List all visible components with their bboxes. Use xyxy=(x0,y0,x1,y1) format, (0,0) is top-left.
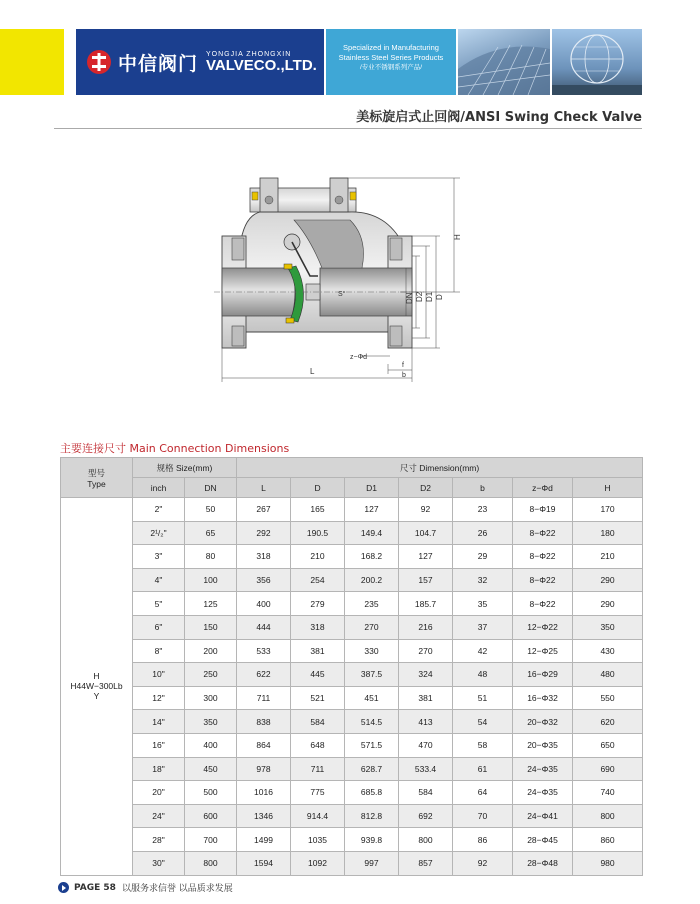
section-heading: 主要连接尺寸 Main Connection Dimensions xyxy=(60,442,290,455)
table-cell: 740 xyxy=(573,781,643,805)
table-cell: 400 xyxy=(237,592,291,616)
table-cell: 400 xyxy=(185,733,237,757)
table-cell: 978 xyxy=(237,757,291,781)
table-cell: 185.7 xyxy=(399,592,453,616)
table-cell: 8" xyxy=(133,639,185,663)
column-header: inch xyxy=(133,478,185,498)
table-row xyxy=(61,545,643,569)
table-cell: 235 xyxy=(345,592,399,616)
table-row xyxy=(61,804,643,828)
table-cell: 387.5 xyxy=(345,663,399,687)
table-cell: 775 xyxy=(291,781,345,805)
table-row xyxy=(61,733,643,757)
table-cell: 350 xyxy=(185,710,237,734)
table-cell: 444 xyxy=(237,615,291,639)
table-cell: 292 xyxy=(237,521,291,545)
dimensions-table xyxy=(60,457,643,876)
column-header: H xyxy=(573,478,643,498)
drawing-label-b: b xyxy=(402,372,406,379)
table-cell: 838 xyxy=(237,710,291,734)
type-value: H xyxy=(93,671,100,682)
table-cell: 190.5 xyxy=(291,521,345,545)
table-cell: 622 xyxy=(237,663,291,687)
table-cell: 356 xyxy=(237,568,291,592)
table-cell: 1092 xyxy=(291,851,345,875)
table-cell: 451 xyxy=(345,686,399,710)
table-cell: 24−Φ35 xyxy=(513,757,573,781)
table-cell: 600 xyxy=(185,804,237,828)
column-header: D2 xyxy=(399,478,453,498)
table-cell: 35 xyxy=(453,592,513,616)
table-cell: 3" xyxy=(133,545,185,569)
table-cell: 914.4 xyxy=(291,804,345,828)
table-cell: 70 xyxy=(453,804,513,828)
table-cell: 470 xyxy=(399,733,453,757)
logo-english-name xyxy=(206,51,317,73)
table-cell: 20−Φ32 xyxy=(513,710,573,734)
table-cell: 28" xyxy=(133,828,185,852)
page-title: 美标旋启式止回阀/ANSI Swing Check Valve xyxy=(356,110,642,125)
table-cell: 30" xyxy=(133,851,185,875)
table-cell: 2" xyxy=(133,498,185,522)
table-cell: 800 xyxy=(399,828,453,852)
table-cell: 168.2 xyxy=(345,545,399,569)
building-photo xyxy=(458,29,550,95)
table-cell: 210 xyxy=(291,545,345,569)
table-row xyxy=(61,710,643,734)
drawing-label-s: S° xyxy=(338,291,346,298)
table-cell: 16−Φ32 xyxy=(513,686,573,710)
size-header: 规格 Size(mm) xyxy=(133,458,237,478)
table-cell: 127 xyxy=(399,545,453,569)
table-cell: 61 xyxy=(453,757,513,781)
table-row xyxy=(61,663,643,687)
table-row xyxy=(61,828,643,852)
table-cell: 620 xyxy=(573,710,643,734)
play-arrow-icon xyxy=(58,882,69,893)
table-row xyxy=(61,686,643,710)
company-logo xyxy=(76,29,324,95)
table-cell: 533 xyxy=(237,639,291,663)
table-cell: 812.8 xyxy=(345,804,399,828)
table-cell: 200.2 xyxy=(345,568,399,592)
page-footer xyxy=(58,881,233,894)
table-cell: 711 xyxy=(291,757,345,781)
table-cell: 290 xyxy=(573,568,643,592)
footer-slogan: 以服务求信誉 以品质求发展 xyxy=(121,884,233,894)
table-cell: 100 xyxy=(185,568,237,592)
table-cell: 16−Φ29 xyxy=(513,663,573,687)
logo-english-bottom: VALVECO.,LTD. xyxy=(206,57,317,74)
yellow-tab xyxy=(0,29,64,95)
table-cell: 58 xyxy=(453,733,513,757)
table-cell: 8−Φ22 xyxy=(513,592,573,616)
table-row xyxy=(61,781,643,805)
drawing-label-zd: z−Φd xyxy=(350,354,368,361)
table-cell: 550 xyxy=(573,686,643,710)
column-header: z−Φd xyxy=(513,478,573,498)
table-cell: 86 xyxy=(453,828,513,852)
table-cell: 32 xyxy=(453,568,513,592)
table-cell: 711 xyxy=(237,686,291,710)
column-header: D xyxy=(291,478,345,498)
table-cell: 29 xyxy=(453,545,513,569)
table-cell: 10" xyxy=(133,663,185,687)
column-header: D1 xyxy=(345,478,399,498)
table-cell: 857 xyxy=(399,851,453,875)
table-cell: 997 xyxy=(345,851,399,875)
table-cell: 170 xyxy=(573,498,643,522)
swing-check-valve-drawing xyxy=(210,168,480,390)
table-cell: 628.7 xyxy=(345,757,399,781)
logo-chinese-name: 中信阀门 xyxy=(118,52,199,75)
globe-sculpture-photo xyxy=(552,29,642,95)
table-cell: 157 xyxy=(399,568,453,592)
column-header: DN xyxy=(185,478,237,498)
table-cell: 24−Φ35 xyxy=(513,781,573,805)
type-value: H44W−300Lb xyxy=(70,681,123,692)
table-cell: 104.7 xyxy=(399,521,453,545)
table-cell: 24" xyxy=(133,804,185,828)
table-cell: 318 xyxy=(237,545,291,569)
banner-line-1: Specialized in Manufacturing xyxy=(343,43,439,52)
banner-line-3: /专业不锈钢系列产品/ xyxy=(359,64,423,71)
type-cell xyxy=(61,498,133,876)
drawing-label-l: L xyxy=(310,367,315,376)
table-cell: 165 xyxy=(291,498,345,522)
table-cell: 26 xyxy=(453,521,513,545)
table-cell: 650 xyxy=(573,733,643,757)
title-divider xyxy=(54,128,642,129)
table-cell: 324 xyxy=(399,663,453,687)
table-cell: 254 xyxy=(291,568,345,592)
table-cell: 700 xyxy=(185,828,237,852)
table-cell: 37 xyxy=(453,615,513,639)
table-cell: 92 xyxy=(453,851,513,875)
valve-logo-icon xyxy=(86,49,112,75)
table-cell: 125 xyxy=(185,592,237,616)
table-cell: 18" xyxy=(133,757,185,781)
table-cell: 445 xyxy=(291,663,345,687)
table-row xyxy=(61,757,643,781)
globe-photo-art xyxy=(552,29,642,95)
table-cell: 430 xyxy=(573,639,643,663)
table-cell: 127 xyxy=(345,498,399,522)
column-header: b xyxy=(453,478,513,498)
table-cell: 12" xyxy=(133,686,185,710)
table-cell: 318 xyxy=(291,615,345,639)
table-cell: 92 xyxy=(399,498,453,522)
table-cell: 350 xyxy=(573,615,643,639)
table-cell: 521 xyxy=(291,686,345,710)
page-number: PAGE 58 xyxy=(74,882,116,893)
table-cell: 6" xyxy=(133,615,185,639)
table-cell: 500 xyxy=(185,781,237,805)
table-cell: 150 xyxy=(185,615,237,639)
table-row xyxy=(61,521,643,545)
dimension-header: 尺寸 Dimension(mm) xyxy=(237,458,643,478)
table-cell: 24−Φ41 xyxy=(513,804,573,828)
building-photo-art xyxy=(458,29,550,95)
table-cell: 8−Φ22 xyxy=(513,568,573,592)
table-cell: 149.4 xyxy=(345,521,399,545)
table-cell: 480 xyxy=(573,663,643,687)
table-cell: 64 xyxy=(453,781,513,805)
table-cell: 23 xyxy=(453,498,513,522)
table-cell: 5" xyxy=(133,592,185,616)
logo-english-top: YONGJIA ZHONGXIN xyxy=(206,51,292,58)
table-row xyxy=(61,498,643,522)
table-cell: 330 xyxy=(345,639,399,663)
table-cell: 20−Φ35 xyxy=(513,733,573,757)
table-row xyxy=(61,615,643,639)
table-cell: 800 xyxy=(573,804,643,828)
table-cell: 8−Φ19 xyxy=(513,498,573,522)
table-cell: 584 xyxy=(291,710,345,734)
table-cell: 20" xyxy=(133,781,185,805)
drawing-label-h: H xyxy=(453,234,462,240)
table-cell: 4" xyxy=(133,568,185,592)
table-cell: 692 xyxy=(399,804,453,828)
table-cell: 800 xyxy=(185,851,237,875)
table-cell: 514.5 xyxy=(345,710,399,734)
table-cell: 270 xyxy=(345,615,399,639)
table-cell: 180 xyxy=(573,521,643,545)
table-cell: 250 xyxy=(185,663,237,687)
table-cell: 8−Φ22 xyxy=(513,545,573,569)
table-cell: 1499 xyxy=(237,828,291,852)
drawing-label-f: f xyxy=(402,362,404,369)
banner-line-2: Stainless Steel Series Products xyxy=(338,53,444,62)
specialization-banner xyxy=(326,29,456,95)
table-row xyxy=(61,639,643,663)
table-row xyxy=(61,568,643,592)
table-cell: 50 xyxy=(185,498,237,522)
table-cell: 290 xyxy=(573,592,643,616)
table-cell: 860 xyxy=(573,828,643,852)
table-cell: 80 xyxy=(185,545,237,569)
drawing-label-d2: D2 xyxy=(415,291,424,302)
drawing-label-dn: DN xyxy=(405,292,414,304)
table-cell: 450 xyxy=(185,757,237,781)
table-cell: 1016 xyxy=(237,781,291,805)
table-cell: 381 xyxy=(291,639,345,663)
table-cell: 12−Φ25 xyxy=(513,639,573,663)
table-cell: 28−Φ45 xyxy=(513,828,573,852)
table-cell: 42 xyxy=(453,639,513,663)
table-cell: 685.8 xyxy=(345,781,399,805)
table-cell: 16" xyxy=(133,733,185,757)
table-cell: 939.8 xyxy=(345,828,399,852)
type-header-cn: 型号 xyxy=(87,467,105,478)
type-value: Y xyxy=(93,691,100,702)
table-cell: 300 xyxy=(185,686,237,710)
table-cell: 381 xyxy=(399,686,453,710)
table-cell: 65 xyxy=(185,521,237,545)
table-cell: 210 xyxy=(573,545,643,569)
table-cell: 14" xyxy=(133,710,185,734)
table-cell: 413 xyxy=(399,710,453,734)
table-row xyxy=(61,851,643,875)
table-cell: 1035 xyxy=(291,828,345,852)
type-header-en: Type xyxy=(87,478,106,489)
table-cell: 54 xyxy=(453,710,513,734)
table-cell: 1594 xyxy=(237,851,291,875)
table-cell: 279 xyxy=(291,592,345,616)
table-cell: 28−Φ48 xyxy=(513,851,573,875)
table-cell: 2¹/₂" xyxy=(133,521,185,545)
table-cell: 216 xyxy=(399,615,453,639)
table-cell: 270 xyxy=(399,639,453,663)
table-cell: 200 xyxy=(185,639,237,663)
table-cell: 533.4 xyxy=(399,757,453,781)
table-cell: 1346 xyxy=(237,804,291,828)
table-cell: 980 xyxy=(573,851,643,875)
table-cell: 864 xyxy=(237,733,291,757)
table-cell: 12−Φ22 xyxy=(513,615,573,639)
table-cell: 584 xyxy=(399,781,453,805)
table-row xyxy=(61,592,643,616)
table-cell: 48 xyxy=(453,663,513,687)
table-cell: 648 xyxy=(291,733,345,757)
table-cell: 51 xyxy=(453,686,513,710)
type-header xyxy=(61,458,133,498)
table-cell: 571.5 xyxy=(345,733,399,757)
drawing-label-d: D xyxy=(435,294,444,300)
column-header: L xyxy=(237,478,291,498)
table-cell: 8−Φ22 xyxy=(513,521,573,545)
table-cell: 690 xyxy=(573,757,643,781)
drawing-label-d1: D1 xyxy=(425,291,434,302)
table-cell: 267 xyxy=(237,498,291,522)
